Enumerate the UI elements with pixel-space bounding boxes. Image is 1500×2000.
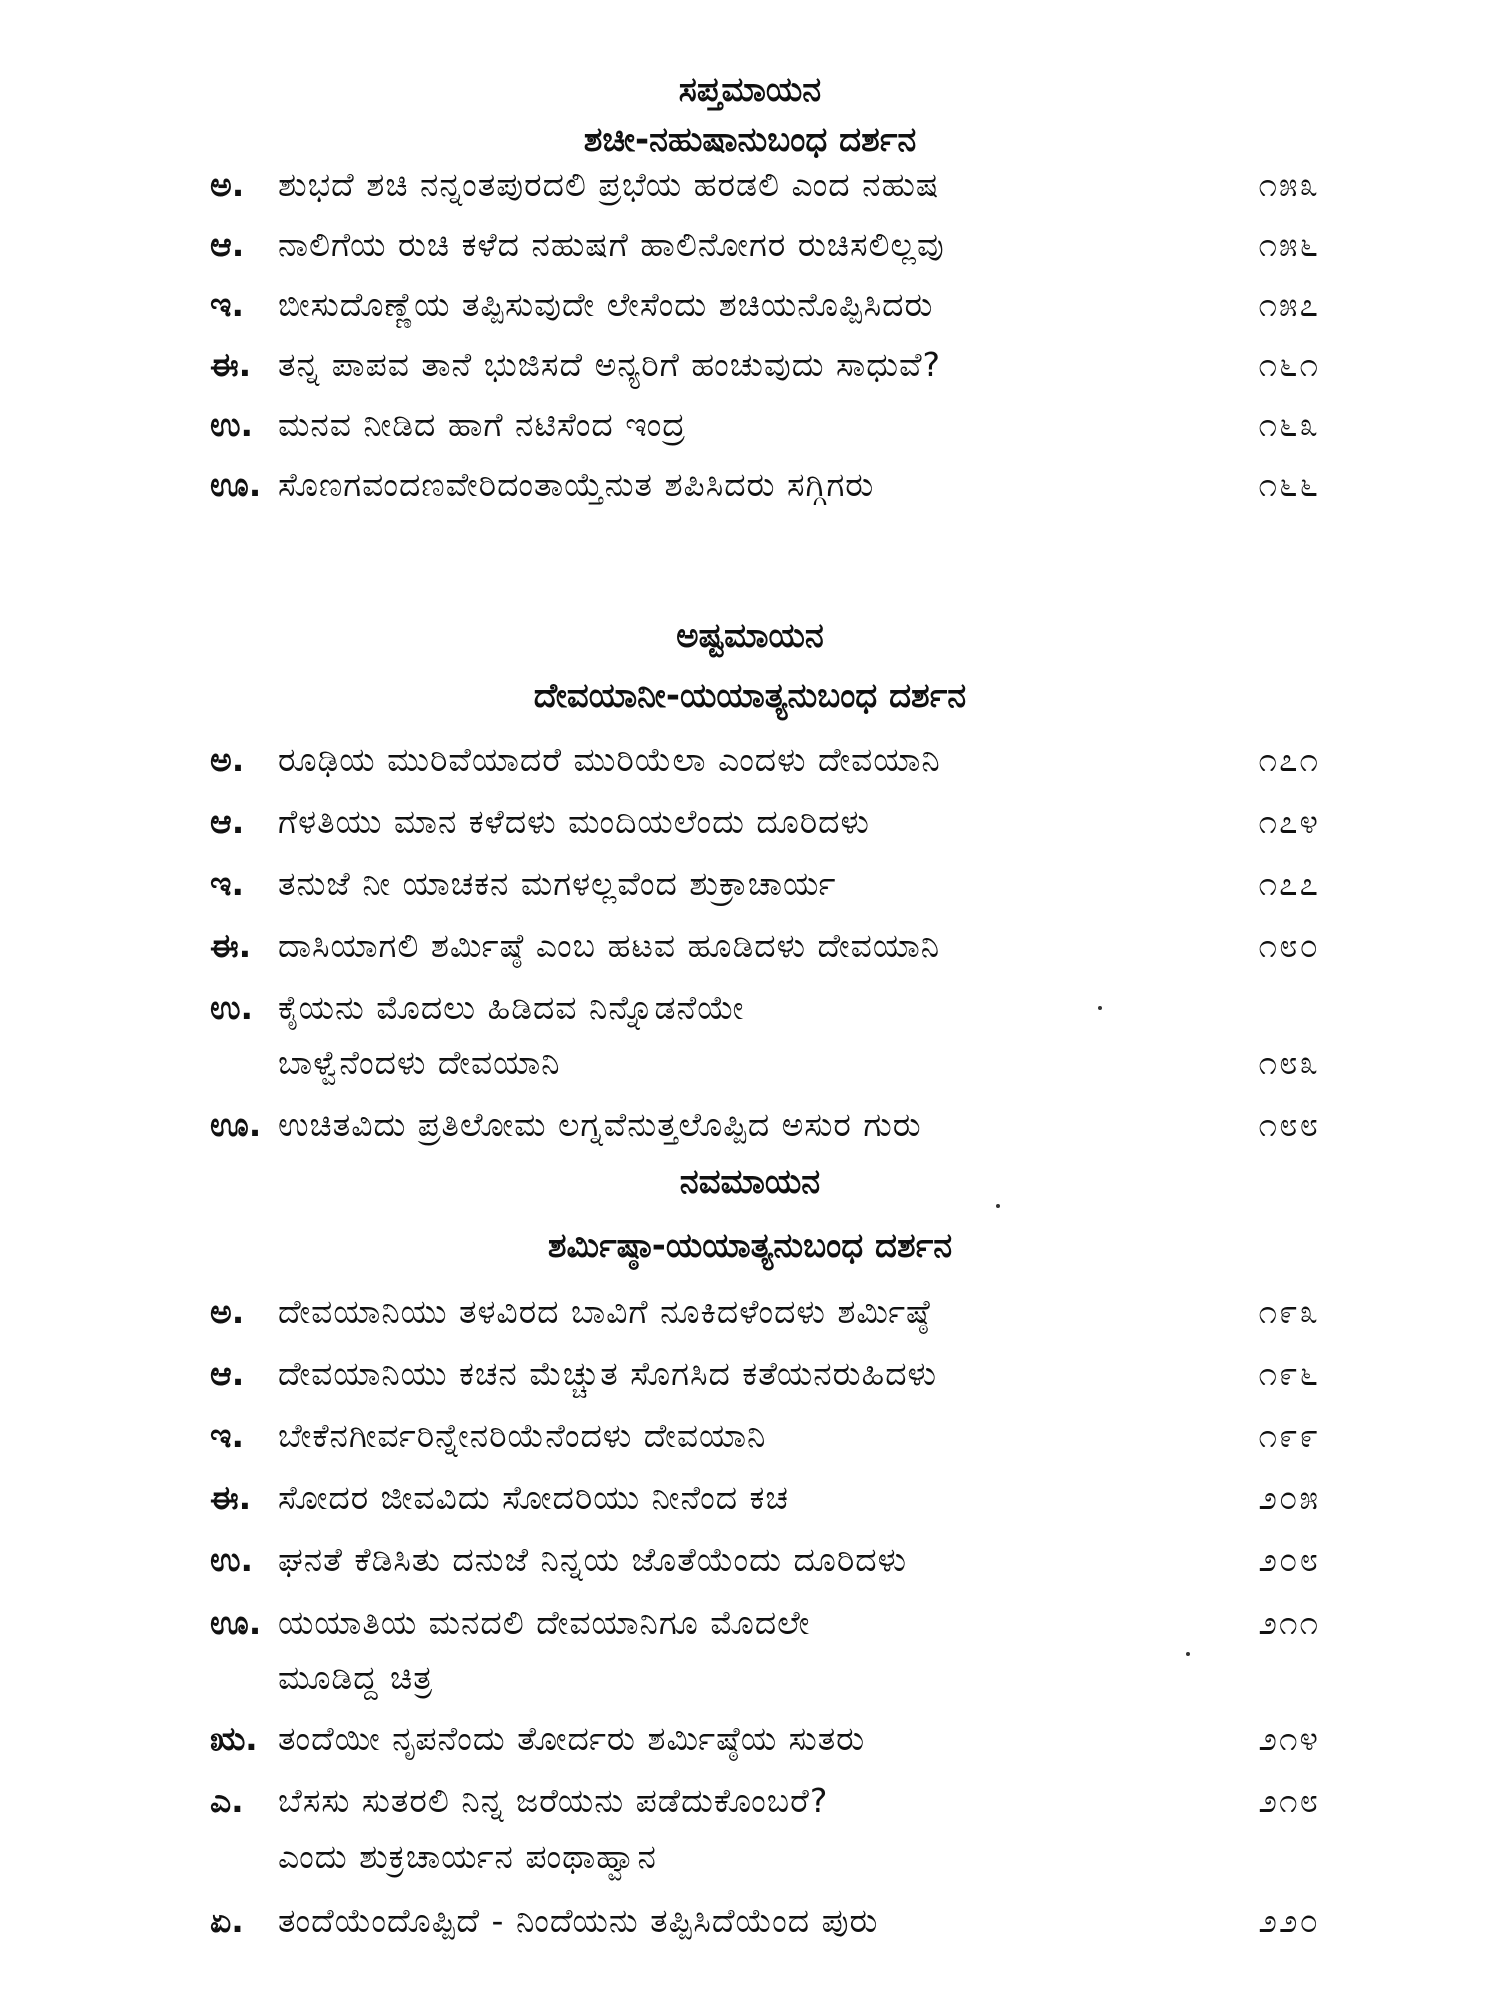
entry-text: ದೇವಯಾನಿಯು ಕಚನ ಮೆಚ್ಚುತ ಸೊಗಸಿದ ಕತೆಯನರುಹಿದಳು (278, 1354, 937, 1393)
entry-text: ರೂಢಿಯ ಮುರಿವೆಯಾದರೆ ಮುರಿಯೆಲಾ ಎಂದಳು ದೇವಯಾನಿ (278, 740, 941, 779)
entry-text: ತಂದೆಯೆಂದೊಪ್ಪಿದೆ - ನಿಂದೆಯನು ತಪ್ಪಿಸಿದೆಯೆಂದ ಪುರು (278, 1901, 879, 1940)
entry-page-number: ೧೭೪ (1258, 802, 1320, 841)
entry-page-number: ೧೬೩ (1258, 405, 1320, 444)
entry-text: ಕೈಯನು ಮೊದಲು ಹಿಡಿದವ ನಿನ್ನೊಡನೆಯೇ (278, 988, 745, 1027)
entry-page-number: ೨೨೦ (1258, 1901, 1320, 1940)
entry-page-number: ೧೮೩ (1258, 1043, 1320, 1082)
toc-entry (210, 737, 1320, 783)
entry-marker: ಋ. (210, 1719, 258, 1758)
entry-text: ಸೋದರ ಜೀವವಿದು ಸೋದರಿಯು ನೀನೆಂದ ಕಚ (278, 1478, 789, 1517)
toc-entry (210, 1289, 1320, 1335)
section-2-subtitle: ದೇವಯಾನೀ-ಯಯಾತ್ಯನುಬಂಧ ದರ್ಶನ (533, 676, 967, 716)
scan-speck (1186, 1652, 1190, 1656)
entry-page-number: ೧೭೭ (1258, 864, 1320, 903)
entry-page-number: ೧೯೯ (1258, 1416, 1320, 1455)
entry-page-number: ೧೫೬ (1258, 225, 1320, 264)
entry-marker: ಈ. (210, 345, 252, 384)
entry-page-number: ೧೭೧ (1258, 740, 1320, 779)
entry-marker: ಇ. (210, 1416, 244, 1455)
toc-entry-continuation (210, 1834, 1320, 1880)
entry-page-number: ೧೮೦ (1258, 926, 1320, 965)
section-3-subtitle: ಶರ್ಮಿಷ್ಠಾ-ಯಯಾತ್ಯನುಬಂಧ ದರ್ಶನ (547, 1226, 953, 1266)
entry-page-number: ೧೯೩ (1258, 1292, 1320, 1331)
entry-marker: ಈ. (210, 1478, 252, 1517)
toc-entry (210, 282, 1320, 328)
section-3-title: ನವಮಾಯನ (679, 1162, 821, 1202)
toc-entry (210, 462, 1320, 508)
entry-marker: ಆ. (210, 1354, 245, 1393)
toc-entry (210, 1898, 1320, 1944)
toc-entry (210, 162, 1320, 208)
entry-page-number: ೧೯೬ (1258, 1354, 1320, 1393)
toc-entry (210, 861, 1320, 907)
section-2-title: ಅಷ್ಟಮಾಯನ (676, 616, 824, 656)
toc-entry (210, 1716, 1320, 1762)
entry-page-number: ೧೮೮ (1258, 1105, 1320, 1144)
entry-text: ಗೆಳತಿಯು ಮಾನ ಕಳೆದಳು ಮಂದಿಯಲೆಂದು ದೂರಿದಳು (278, 802, 870, 841)
toc-entry (210, 799, 1320, 845)
toc-entry (210, 1102, 1320, 1148)
entry-text: ನಾಲಿಗೆಯ ರುಚಿ ಕಳೆದ ನಹುಷಗೆ ಹಾಲಿನೋಗರ ರುಚಿಸಲಿಲ್ಲವು (278, 225, 945, 264)
toc-entry-continuation (210, 1040, 1320, 1086)
entry-text: ಶುಭದೆ ಶಚಿ ನನ್ನಂತಪುರದಲಿ ಪ್ರಭೆಯ ಹರಡಲಿ ಎಂದ ನಹುಷ (278, 165, 940, 204)
entry-page-number: ೨೦೫ (1258, 1478, 1320, 1517)
toc-entry (210, 342, 1320, 388)
scan-speck (996, 1204, 1000, 1208)
entry-text: ಬೇಕೆನಗೀರ್ವರಿನ್ನೇನರಿಯೆನೆಂದಳು ದೇವಯಾನಿ (278, 1416, 767, 1455)
scan-speck (1098, 1006, 1102, 1010)
entry-marker: ಆ. (210, 225, 245, 264)
toc-entry (210, 1537, 1320, 1583)
toc-entry (210, 402, 1320, 448)
entry-text: ಬೀಸುದೊಣ್ಣೆಯ ತಪ್ಪಿಸುವುದೇ ಲೇಸೆಂದು ಶಚಿಯನೊಪ್ಪಿಸಿದರು (278, 285, 934, 324)
toc-entry (210, 1600, 1320, 1646)
entry-marker: ಆ. (210, 802, 245, 841)
entry-text: ಬೆಸಸು ಸುತರಲಿ ನಿನ್ನ ಜರೆಯನು ಪಡೆದುಕೊಂಬರೆ? (278, 1781, 829, 1820)
entry-marker: ಇ. (210, 285, 244, 324)
entry-text: ದಾಸಿಯಾಗಲಿ ಶರ್ಮಿಷ್ಠೆ ಎಂಬ ಹಟವ ಹೂಡಿದಳು ದೇವಯಾನಿ (278, 926, 941, 965)
entry-marker: ಉ. (210, 405, 254, 444)
toc-entry (210, 985, 1320, 1031)
entry-text-continued: ಎಂದು ಶುಕ್ರಚಾರ್ಯನ ಪಂಥಾಹ್ವಾನ (278, 1837, 657, 1876)
entry-marker: ಇ. (210, 864, 244, 903)
entry-marker: ಉ. (210, 988, 254, 1027)
entry-text: ಉಚಿತವಿದು ಪ್ರತಿಲೋಮ ಲಗ್ನವೆನುತ್ತಲೊಪ್ಪಿದ ಅಸುರ ಗುರು (278, 1105, 922, 1144)
entry-text: ಸೊಣಗವಂದಣವೇರಿದಂತಾಯ್ತೆನುತ ಶಪಿಸಿದರು ಸಗ್ಗಿಗರು (278, 465, 875, 504)
entry-marker: ಏ. (210, 1901, 244, 1940)
entry-text: ಯಯಾತಿಯ ಮನದಲಿ ದೇವಯಾನಿಗೂ ಮೊದಲೇ (278, 1603, 811, 1642)
entry-page-number: ೨೧೮ (1258, 1781, 1320, 1820)
toc-entry (210, 1351, 1320, 1397)
toc-entry (210, 222, 1320, 268)
toc-entry-continuation (210, 1655, 1320, 1701)
entry-marker: ಊ. (210, 465, 262, 504)
entry-text: ತನ್ನ ಪಾಪವ ತಾನೆ ಭುಜಿಸದೆ ಅನ್ಯರಿಗೆ ಹಂಚುವುದು ಸಾಧುವೆ? (278, 345, 942, 384)
entry-text: ಮನವ ನೀಡಿದ ಹಾಗೆ ನಟಿಸೆಂದ ಇಂದ್ರ (278, 405, 687, 444)
toc-entry (210, 1778, 1320, 1824)
entry-text: ಘನತೆ ಕೆಡಿಸಿತು ದನುಜೆ ನಿನ್ನಯ ಜೊತೆಯೆಂದು ದೂರಿದಳು (278, 1540, 907, 1579)
entry-text: ತನುಜೆ ನೀ ಯಾಚಕನ ಮಗಳಲ್ಲವೆಂದ ಶುಕ್ರಾಚಾರ್ಯ (278, 864, 837, 903)
toc-entry (210, 1413, 1320, 1459)
entry-page-number: ೨೧೪ (1258, 1719, 1320, 1758)
entry-marker: ಈ. (210, 926, 252, 965)
entry-page-number: ೧೬೧ (1258, 345, 1320, 384)
entry-marker: ಅ. (210, 740, 245, 779)
entry-page-number: ೧೫೭ (1258, 285, 1320, 324)
entry-marker: ಅ. (210, 1292, 245, 1331)
entry-marker: ಊ. (210, 1603, 262, 1642)
entry-page-number: ೨೦೮ (1258, 1540, 1320, 1579)
entry-text-continued: ಮೂಡಿದ್ದ ಚಿತ್ರ (278, 1658, 434, 1697)
entry-page-number: ೨೧೧ (1258, 1603, 1320, 1642)
entry-text: ತಂದೆಯೀ ನೃಪನೆಂದು ತೋರ್ದರು ಶರ್ಮಿಷ್ಠೆಯ ಸುತರು (278, 1719, 866, 1758)
toc-entry (210, 1475, 1320, 1521)
entry-marker: ಉ. (210, 1540, 254, 1579)
entry-page-number: ೧೬೬ (1258, 465, 1320, 504)
entry-page-number: ೧೫೩ (1258, 165, 1320, 204)
section-1-title: ಸಪ್ತಮಾಯನ (678, 70, 822, 110)
entry-text: ದೇವಯಾನಿಯು ತಳವಿರದ ಬಾವಿಗೆ ನೂಕಿದಳೆಂದಳು ಶರ್ಮಿಷ್ಠೆ (278, 1292, 931, 1331)
section-1-subtitle: ಶಚೀ-ನಹುಷಾನುಬಂಧ ದರ್ಶನ (583, 120, 917, 160)
entry-text-continued: ಬಾಳ್ವೆನೆಂದಳು ದೇವಯಾನಿ (278, 1043, 561, 1082)
entry-marker: ಎ. (210, 1781, 244, 1820)
entry-marker: ಊ. (210, 1105, 262, 1144)
entry-marker: ಅ. (210, 165, 245, 204)
toc-entry (210, 923, 1320, 969)
